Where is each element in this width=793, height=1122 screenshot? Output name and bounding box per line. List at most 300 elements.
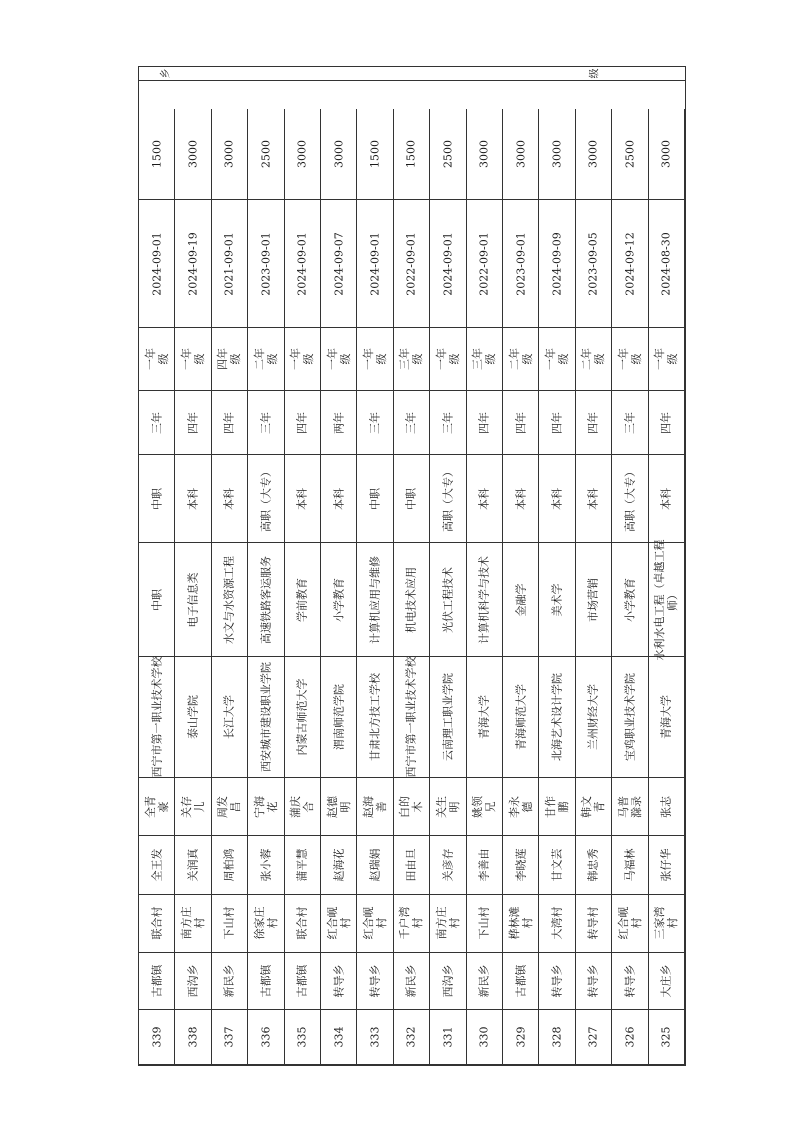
row-number: [612, 1010, 648, 1065]
school-cell: [175, 657, 211, 778]
enroll-date-cell-text: 2024-08-30: [659, 231, 673, 296]
school-cell: [357, 657, 393, 778]
student-cell: [394, 778, 430, 836]
major-cell: [467, 543, 503, 657]
level-cell-text: 本科: [550, 487, 564, 510]
applicant-cell-text: 甘文芸: [550, 848, 564, 882]
major-cell: [649, 539, 685, 661]
village-cell: [357, 895, 393, 953]
major-cell: [248, 543, 284, 657]
major-cell: [430, 543, 466, 657]
applicant-cell-text: 田由旦: [404, 848, 418, 882]
duration-cell: [139, 391, 175, 455]
row-number-text: 333: [368, 1026, 382, 1048]
duration-cell: [357, 391, 393, 455]
amount-cell-text: 2500: [259, 140, 273, 169]
row-number: [430, 1010, 466, 1065]
amount-cell: [612, 109, 648, 200]
village-cell-text: 红合岘村: [616, 906, 643, 940]
school-cell: [503, 657, 539, 778]
village-cell-text: 三家湾村: [653, 906, 680, 940]
enroll-date-cell-text: 2024-09-01: [150, 231, 164, 296]
grade-cell-text: 二年级: [507, 348, 534, 371]
level-cell: [612, 455, 648, 543]
village-cell-text: 桦林滩村: [507, 906, 534, 940]
major-cell-text: 水文与水资源工程: [222, 555, 236, 644]
grade-cell-text: 二年级: [580, 348, 607, 371]
amount-cell: [394, 109, 430, 200]
duration-cell: [539, 391, 575, 455]
grade-cell-text: 一年级: [653, 348, 680, 371]
row-number: [321, 1010, 357, 1065]
enroll-date-cell-text: 2023-09-01: [514, 231, 528, 296]
row-number: [175, 1010, 211, 1065]
grade-cell-text: 二年级: [252, 348, 279, 371]
amount-cell: [285, 109, 321, 200]
major-cell-text: 金融学: [514, 583, 528, 617]
level-cell: [139, 455, 175, 543]
grade-cell: [539, 328, 575, 392]
village-cell-text: 转导村: [586, 906, 600, 940]
township-cell: [394, 953, 430, 1011]
enroll-date-cell: [139, 200, 175, 327]
duration-cell-text: 三年: [623, 411, 637, 434]
row-number: [139, 1010, 175, 1065]
township-cell-text: 西沟乡: [441, 964, 455, 998]
row-number: [248, 1010, 284, 1065]
student-cell-text: 张志: [659, 795, 673, 818]
student-aid-table: [138, 66, 686, 1066]
applicant-cell-text: 马福林: [623, 848, 637, 882]
student-cell-text: 赵德明: [325, 795, 352, 818]
grade-cell: [576, 328, 612, 392]
applicant-cell-text: 全王发: [150, 848, 164, 882]
row-number: [576, 1010, 612, 1065]
township-cell-text: 新民乡: [222, 964, 236, 998]
duration-cell-text: 四年: [586, 411, 600, 434]
major-cell-text: 水利水电工程（卓越工程师）: [653, 539, 680, 661]
amount-cell-text: 1500: [150, 140, 164, 169]
grade-cell: [248, 328, 284, 392]
enroll-date-cell-text: 2024-09-19: [186, 231, 200, 296]
student-cell-text: 甘作鹏: [544, 795, 571, 818]
township-cell: [539, 953, 575, 1011]
amount-cell: [139, 109, 175, 200]
enroll-date-cell-text: 2023-09-01: [259, 231, 273, 296]
grade-cell-text: 一年级: [289, 348, 316, 371]
amount-cell: [649, 109, 685, 200]
duration-cell-text: 三年: [150, 411, 164, 434]
township-cell: [649, 953, 685, 1011]
school-cell-text: 长江大学: [222, 695, 236, 740]
student-cell-text: 白的木: [398, 795, 425, 818]
village-cell: [139, 895, 175, 953]
duration-cell: [430, 391, 466, 455]
village-cell-text: 红合岘村: [325, 906, 352, 940]
amount-cell: [248, 109, 284, 200]
major-cell-text: 市场营销: [586, 577, 600, 622]
township-cell-text: 大庄乡: [659, 964, 673, 998]
grade-cell: [430, 328, 466, 392]
enroll-date-cell: [612, 200, 648, 327]
village-cell: [430, 895, 466, 953]
major-cell-text: 计算机科学与技术: [477, 555, 491, 644]
school-cell-text: 西宁市第一职业技术学校: [150, 656, 164, 778]
village-cell: [539, 895, 575, 953]
township-cell: [175, 953, 211, 1011]
level-cell-text: 高职（大专）: [259, 465, 273, 532]
amount-cell-text: 3000: [514, 140, 528, 169]
village-cell: [503, 895, 539, 953]
grade-cell-text: 三年级: [398, 348, 425, 371]
grade-cell-text: 一年级: [325, 348, 352, 371]
village-cell: [612, 895, 648, 953]
township-cell: [576, 953, 612, 1011]
township-cell-text: 新民乡: [404, 964, 418, 998]
duration-cell: [394, 391, 430, 455]
township-cell-text: 转导乡: [332, 964, 346, 998]
grade-cell-text: 一年级: [434, 348, 461, 371]
amount-cell-text: 3000: [186, 140, 200, 169]
village-cell: [467, 895, 503, 953]
level-cell: [394, 455, 430, 543]
row-number: [649, 1010, 685, 1065]
village-cell-text: 下山村: [477, 906, 491, 940]
school-cell: [285, 657, 321, 778]
grade-cell: [175, 328, 211, 392]
row-number-text: 337: [222, 1026, 236, 1048]
school-cell-text: 甘肃北方技工学校: [368, 673, 382, 762]
applicant-cell-text: 张仔华: [659, 848, 673, 882]
applicant-cell: [649, 836, 685, 895]
school-cell-text: 兰州财经大学: [586, 684, 600, 751]
township-cell: [430, 953, 466, 1011]
major-cell: [576, 543, 612, 657]
school-cell: [139, 657, 175, 778]
grade-cell: [649, 328, 685, 392]
village-cell: [576, 895, 612, 953]
village-cell-text: 南方庄村: [180, 906, 207, 940]
duration-cell-text: 四年: [295, 411, 309, 434]
grade-cell-text: 一年级: [544, 348, 571, 371]
applicant-cell: [467, 836, 503, 895]
village-cell: [394, 895, 430, 953]
grade-cell: [503, 328, 539, 392]
student-cell-text: 宁海花: [252, 795, 279, 818]
applicant-cell: [394, 836, 430, 895]
duration-cell: [649, 391, 685, 455]
level-cell: [321, 455, 357, 543]
duration-cell-text: 四年: [550, 411, 564, 434]
village-cell-text: 红合岘村: [362, 906, 389, 940]
village-cell-text: 联合村: [150, 906, 164, 940]
county-header: 乡: [160, 68, 172, 79]
school-cell-text: 青海大学: [659, 695, 673, 740]
major-cell: [139, 543, 175, 657]
major-cell: [539, 543, 575, 657]
amount-cell: [321, 109, 357, 200]
village-cell-text: 南方庄村: [434, 906, 461, 940]
amount-cell: [539, 109, 575, 200]
enroll-date-cell: [467, 200, 503, 327]
enroll-date-cell: [539, 200, 575, 327]
duration-cell-text: 三年: [404, 411, 418, 434]
row-number-text: 335: [295, 1026, 309, 1048]
level-cell-text: 高职（大专）: [441, 465, 455, 532]
enroll-date-cell-text: 2024-09-01: [441, 231, 455, 296]
amount-cell-text: 1500: [404, 140, 418, 169]
student-cell: [357, 778, 393, 836]
village-cell-text: 千户湾村: [398, 906, 425, 940]
amount-cell: [430, 109, 466, 200]
enroll-date-cell-text: 2024-09-12: [623, 231, 637, 296]
amount-cell-text: 3000: [332, 140, 346, 169]
major-cell-text: 机电技术应用: [404, 566, 418, 633]
major-cell-text: 高速铁路客运服务: [259, 555, 273, 644]
school-cell: [394, 657, 430, 778]
amount-cell: [467, 109, 503, 200]
village-cell: [649, 895, 685, 953]
grade-cell: [357, 328, 393, 392]
village-cell-text: 下山村: [222, 906, 236, 940]
row-number-text: 329: [514, 1026, 528, 1048]
duration-cell: [212, 391, 248, 455]
level-cell: [649, 455, 685, 543]
township-cell: [503, 953, 539, 1011]
student-cell-text: 李永德: [507, 795, 534, 818]
enroll-date-cell: [394, 200, 430, 327]
township-cell: [285, 953, 321, 1011]
amount-cell-text: 3000: [222, 140, 236, 169]
duration-cell-text: 四年: [186, 411, 200, 434]
amount-cell-text: 3000: [295, 140, 309, 169]
duration-cell-text: 四年: [659, 411, 673, 434]
duration-cell: [175, 391, 211, 455]
level-cell-text: 中职: [368, 487, 382, 510]
school-cell: [576, 657, 612, 778]
school-cell-text: 云南理工职业学院: [441, 673, 455, 762]
school-cell: [248, 657, 284, 778]
major-cell-text: 光伏工程技术: [441, 566, 455, 633]
school-cell-text: 泰山学院: [186, 695, 200, 740]
level-cell-text: 本科: [186, 487, 200, 510]
major-cell-text: 中职: [150, 588, 164, 611]
row-number: [467, 1010, 503, 1065]
level-cell-text: 高职（大专）: [623, 465, 637, 532]
applicant-cell: [248, 836, 284, 895]
level-cell: [248, 455, 284, 543]
applicant-cell: [175, 836, 211, 895]
duration-cell-text: 三年: [368, 411, 382, 434]
school-cell-text: 西安城市建设职业学院: [259, 662, 273, 773]
amount-cell-text: 3000: [586, 140, 600, 169]
row-number: [539, 1010, 575, 1065]
amount-cell: [576, 109, 612, 200]
major-cell: [612, 543, 648, 657]
amount-cell-text: 2500: [623, 140, 637, 169]
applicant-cell: [503, 836, 539, 895]
student-cell-text: 姚领兄: [471, 795, 498, 818]
student-cell-text: 马普滁录: [616, 795, 643, 818]
village-cell: [248, 895, 284, 953]
student-cell-text: 周发昌: [216, 795, 243, 818]
row-number: [357, 1010, 393, 1065]
applicant-cell-text: 关润真: [186, 848, 200, 882]
row-number: [285, 1010, 321, 1065]
student-cell: [539, 778, 575, 836]
applicant-cell-text: 张小蓉: [259, 848, 273, 882]
school-cell: [212, 657, 248, 778]
township-cell: [467, 953, 503, 1011]
school-cell-text: 宝鸡职业技术学院: [623, 673, 637, 762]
student-cell: [321, 778, 357, 836]
grade-cell-text: 一年级: [180, 348, 207, 371]
major-cell: [321, 543, 357, 657]
grade-cell-text: 一年级: [143, 348, 170, 371]
amount-cell-text: 3000: [659, 140, 673, 169]
village-cell-text: 大湾村: [550, 906, 564, 940]
township-cell-text: 转导乡: [586, 964, 600, 998]
enroll-date-cell-text: 2022-09-01: [404, 231, 418, 296]
enroll-date-cell-text: 2024-09-09: [550, 231, 564, 296]
level-cell: [285, 455, 321, 543]
major-cell-text: 小学教育: [332, 577, 346, 622]
student-cell: [467, 778, 503, 836]
major-cell-text: 美术学: [550, 583, 564, 617]
level-cell-text: 本科: [332, 487, 346, 510]
student-cell: [612, 778, 648, 836]
township-cell-text: 转导乡: [368, 964, 382, 998]
duration-cell-text: 两年: [332, 411, 346, 434]
level-cell: [576, 455, 612, 543]
level-cell-text: 本科: [222, 487, 236, 510]
township-cell-text: 古都镇: [150, 964, 164, 998]
enroll-date-cell: [430, 200, 466, 327]
grade-cell: [394, 328, 430, 392]
grade-cell: [139, 328, 175, 392]
duration-cell: [503, 391, 539, 455]
amount-cell: [175, 109, 211, 200]
enroll-date-cell: [175, 200, 211, 327]
township-cell: [212, 953, 248, 1011]
major-cell-text: 学前教育: [295, 577, 309, 622]
school-cell: [430, 657, 466, 778]
school-cell: [649, 657, 685, 778]
level-cell-text: 本科: [586, 487, 600, 510]
applicant-cell-text: 韩忠秀: [586, 848, 600, 882]
applicant-cell: [357, 836, 393, 895]
student-cell: [175, 778, 211, 836]
village-cell-text: 联合村: [295, 906, 309, 940]
township-cell: [139, 953, 175, 1011]
duration-cell-text: 三年: [441, 411, 455, 434]
school-cell-text: 青海大学: [477, 695, 491, 740]
student-cell-text: 赵海善: [362, 795, 389, 818]
row-number-text: 334: [332, 1026, 346, 1048]
grade-cell: [467, 328, 503, 392]
applicant-cell: [430, 836, 466, 895]
student-cell-text: 韩文青: [580, 795, 607, 818]
level-cell: [430, 455, 466, 543]
school-cell: [539, 657, 575, 778]
major-cell-text: 小学教育: [623, 577, 637, 622]
applicant-cell-text: 李晓莲: [514, 848, 528, 882]
amount-cell-text: 1500: [368, 140, 382, 169]
enroll-date-cell: [576, 200, 612, 327]
applicant-cell-text: 关彦存: [441, 848, 455, 882]
applicant-cell-text: 赵海花: [332, 848, 346, 882]
level-cell: [539, 455, 575, 543]
enroll-date-cell: [321, 200, 357, 327]
level-cell-text: 本科: [295, 487, 309, 510]
grade-cell-text: 一年级: [362, 348, 389, 371]
applicant-cell: [212, 836, 248, 895]
row-number-text: 330: [477, 1026, 491, 1048]
township-cell-text: 转导乡: [623, 964, 637, 998]
grade-cell-text: 三年级: [471, 348, 498, 371]
amount-cell-text: 2500: [441, 140, 455, 169]
township-cell: [321, 953, 357, 1011]
amount-cell: [357, 109, 393, 200]
duration-cell: [285, 391, 321, 455]
level-cell-text: 本科: [514, 487, 528, 510]
student-cell-text: 关生明: [434, 795, 461, 818]
township-cell-text: 转导乡: [550, 964, 564, 998]
row-number: [212, 1010, 248, 1065]
table-header-band: [139, 67, 685, 81]
enroll-date-cell: [285, 200, 321, 327]
level-cell: [212, 455, 248, 543]
village-cell: [175, 895, 211, 953]
enroll-date-cell-text: 2024-09-01: [368, 231, 382, 296]
student-cell: [285, 778, 321, 836]
duration-cell-text: 四年: [222, 411, 236, 434]
grade-cell-text: 四年级: [216, 348, 243, 371]
grade-header: 级: [589, 68, 601, 79]
row-number-text: 326: [623, 1026, 637, 1048]
student-cell: [649, 778, 685, 836]
row-number: [503, 1010, 539, 1065]
applicant-cell: [576, 836, 612, 895]
major-cell-text: 计算机应用与维修: [368, 555, 382, 644]
applicant-cell-text: 周柏鸿: [222, 848, 236, 882]
duration-cell-text: 三年: [259, 411, 273, 434]
school-cell-text: 渭南师范学院: [332, 684, 346, 751]
row-number-text: 338: [186, 1026, 200, 1048]
enroll-date-cell: [212, 200, 248, 327]
level-cell-text: 本科: [477, 487, 491, 510]
major-cell: [357, 543, 393, 657]
major-cell: [503, 543, 539, 657]
duration-cell: [576, 391, 612, 455]
applicant-cell: [139, 836, 175, 895]
level-cell: [175, 455, 211, 543]
applicant-cell-text: 蒲平慧: [295, 848, 309, 882]
school-cell: [612, 657, 648, 778]
enroll-date-cell: [649, 200, 685, 327]
duration-cell-text: 四年: [514, 411, 528, 434]
row-number-text: 332: [404, 1026, 418, 1048]
township-cell: [612, 953, 648, 1011]
level-cell: [357, 455, 393, 543]
row-number-text: 327: [586, 1026, 600, 1048]
student-cell: [503, 778, 539, 836]
village-cell: [321, 895, 357, 953]
grade-cell: [612, 328, 648, 392]
student-cell: [212, 778, 248, 836]
grade-cell: [285, 328, 321, 392]
level-cell: [503, 455, 539, 543]
